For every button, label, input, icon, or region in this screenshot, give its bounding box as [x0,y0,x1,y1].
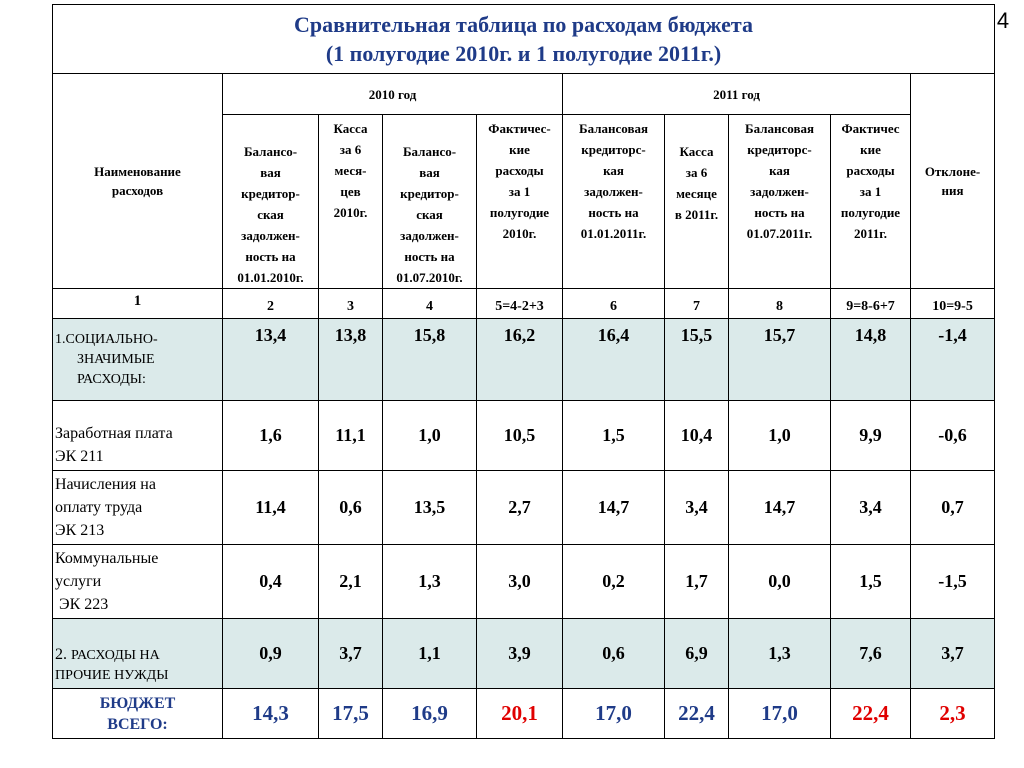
header-line: кредиторс- [747,142,812,157]
total-label-line: БЮДЖЕТ [99,694,176,712]
row-label-line: ЭК 213 [55,522,105,539]
header-line: за 6 [339,142,362,157]
total-cell-highlight: 22,4 [831,689,911,739]
table-row-utilities [53,545,995,619]
table-cell: 11,4 [223,471,319,545]
year-header-row [53,74,995,115]
table-cell: 16,4 [563,319,665,401]
row-label-line: Коммунальные [55,550,159,567]
table-cell: 0,0 [729,545,831,619]
header-deviation-line: Отклоне- [924,164,981,179]
header-line: Балансо- [402,144,457,159]
table-cell: 1,5 [831,545,911,619]
row-label-line: оплату труда [55,499,143,516]
header-line: Фактичес- [488,121,551,136]
header-line: ская [416,207,443,222]
header-line: расходы [495,163,544,178]
table-cell: 1,3 [383,545,477,619]
row-label [53,319,223,401]
header-balance-debt-01-01-2011 [563,115,665,289]
column-number: 6 [563,289,665,319]
page-number: 4 [996,8,1010,33]
table-title [53,5,995,74]
total-cell-highlight: 2,3 [911,689,995,739]
table-cell: -1,5 [911,545,995,619]
table-row-payroll-charges [53,471,995,545]
header-line: вая [419,165,440,180]
column-number: 1 [53,289,223,319]
header-line: ность на [245,249,296,264]
column-number: 2 [223,289,319,319]
row-label [53,401,223,471]
column-number: 5=4-2+3 [477,289,563,319]
table-cell: 1,5 [563,401,665,471]
header-deviation [911,74,995,289]
row-label-line: Начисления на [55,476,156,493]
header-line: меся- [334,163,367,178]
table-cell: 1,0 [729,401,831,471]
row-label-line: ПРОЧИЕ НУЖДЫ [55,668,169,683]
header-line: 01.07.2010г. [396,270,463,285]
table-cell: 0,7 [911,471,995,545]
row-label-line [55,645,220,666]
total-cell: 17,0 [729,689,831,739]
header-balance-debt-01-01-2010 [223,115,319,289]
header-line: задолжен- [241,228,300,243]
table-cell: 13,4 [223,319,319,401]
header-name-line: Наименование [94,164,181,179]
header-line: за 6 [685,165,708,180]
header-line: ность на [754,205,805,220]
column-number: 7 [665,289,729,319]
header-line: расходы [846,163,895,178]
row-label-line: 1.СОЦИАЛЬНО- [55,331,158,347]
table-cell: 1,7 [665,545,729,619]
header-cash-6-months-2011 [665,115,729,289]
header-line: Фактичес [841,121,900,136]
total-cell: 16,9 [383,689,477,739]
table-row-budget-total [53,689,995,739]
header-line: кая [603,163,624,178]
table-row-other-expenses [53,619,995,689]
table-cell: 3,7 [319,619,383,689]
header-actual-expenses-h1-2011 [831,115,911,289]
table-cell: 3,4 [831,471,911,545]
header-line: за 1 [859,184,882,199]
table-cell: 2,7 [477,471,563,545]
header-line: задолжен- [584,184,643,199]
header-line: 01.01.2010г. [237,270,304,285]
table-row-social-expenses [53,319,995,401]
row-label-line: ЭК 211 [55,448,104,465]
header-line: в 2011г. [674,207,719,222]
header-line: задолжен- [400,228,459,243]
table-cell: 14,7 [563,471,665,545]
header-line: Балансовая [579,121,648,136]
row-label [53,545,223,619]
header-actual-expenses-h1-2010 [477,115,563,289]
column-number-row [53,289,995,319]
row-label [53,471,223,545]
table-cell: 0,2 [563,545,665,619]
table-cell: 3,0 [477,545,563,619]
table-cell: 11,1 [319,401,383,471]
row-label-line: РАСХОДЫ: [77,371,146,387]
table-cell: 6,9 [665,619,729,689]
table-cell: 10,4 [665,401,729,471]
column-number: 3 [319,289,383,319]
title-line-2: (1 полугодие 2010г. и 1 полугодие 2011г.) [325,41,722,66]
table-cell: 1,3 [729,619,831,689]
header-line: кредиторс- [581,142,646,157]
table-cell: 7,6 [831,619,911,689]
row-label-line: ЗНАЧИМЫЕ [77,351,155,367]
column-number: 9=8-6+7 [831,289,911,319]
header-balance-debt-01-07-2011 [729,115,831,289]
row-label-line: Заработная плата [55,425,173,442]
header-line: Балансо- [243,144,298,159]
table-cell: 2,1 [319,545,383,619]
title-row [53,5,995,74]
budget-comparison-table [52,4,995,739]
header-line: за 1 [508,184,531,199]
header-name-column [53,74,223,289]
table-cell: 3,4 [665,471,729,545]
header-line: ность на [588,205,639,220]
table-cell: 0,6 [319,471,383,545]
header-line: кие [860,142,881,157]
row-label-prefix: 2. [55,646,71,663]
total-cell: 14,3 [223,689,319,739]
header-line: кая [769,163,790,178]
header-cash-6-months-2010 [319,115,383,289]
table-cell: 15,7 [729,319,831,401]
table-cell: 3,9 [477,619,563,689]
row-label [53,619,223,689]
table-cell: 15,8 [383,319,477,401]
table-cell: 0,6 [563,619,665,689]
header-line: полугодие [840,205,901,220]
header-name-line: расходов [111,183,164,198]
total-cell: 17,0 [563,689,665,739]
table-cell: 3,7 [911,619,995,689]
header-line: задолжен- [750,184,809,199]
header-year-2011: 2011 год [563,74,911,115]
header-year-2010: 2010 год [223,74,563,115]
header-deviation-line: ния [941,183,964,198]
header-line: Касса [333,121,368,136]
header-line: вая [260,165,281,180]
column-number: 8 [729,289,831,319]
header-line: 2010г. [333,205,368,220]
header-line: Балансовая [745,121,814,136]
table-cell: 14,8 [831,319,911,401]
table-cell: 13,8 [319,319,383,401]
row-label-line: услуги [55,573,102,590]
header-balance-debt-01-07-2010 [383,115,477,289]
header-line: ская [257,207,284,222]
title-line-1: Сравнительная таблица по расходам бюджета [294,12,753,37]
total-label-line: ВСЕГО: [107,715,168,733]
header-line: полугодие [489,205,550,220]
header-line: Касса [679,144,714,159]
table-cell: 14,7 [729,471,831,545]
header-line: кредитор- [400,186,459,201]
table-cell: 1,0 [383,401,477,471]
total-cell: 22,4 [665,689,729,739]
table-cell: 13,5 [383,471,477,545]
header-line: ность на [404,249,455,264]
table-row-salary [53,401,995,471]
header-line: кредитор- [241,186,300,201]
table-cell: 16,2 [477,319,563,401]
header-line: 2010г. [502,226,537,241]
row-label-text: РАСХОДЫ НА [71,648,160,663]
table-cell: 1,1 [383,619,477,689]
header-line: 2011г. [854,226,887,241]
header-line: месяце [676,186,717,201]
header-line: 01.07.2011г. [746,226,813,241]
table-cell: 10,5 [477,401,563,471]
table-cell: 9,9 [831,401,911,471]
header-line: 01.01.2011г. [580,226,647,241]
total-label [53,689,223,739]
table-cell: 0,9 [223,619,319,689]
table-cell: -1,4 [911,319,995,401]
table-cell: -0,6 [911,401,995,471]
row-label-line: ЭК 223 [59,596,109,613]
table-cell: 0,4 [223,545,319,619]
total-cell: 17,5 [319,689,383,739]
header-line: цев [340,184,361,199]
header-line: кие [509,142,530,157]
column-number: 10=9-5 [911,289,995,319]
column-number: 4 [383,289,477,319]
table-cell: 1,6 [223,401,319,471]
total-cell-highlight: 20,1 [477,689,563,739]
table-cell: 15,5 [665,319,729,401]
